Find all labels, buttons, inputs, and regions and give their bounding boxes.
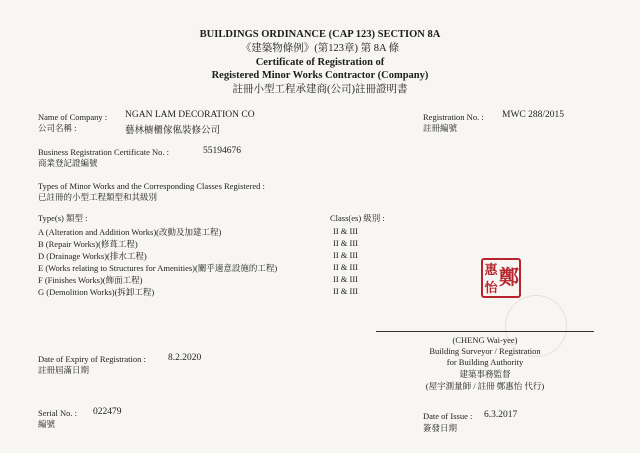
works-class-value: II & III (333, 238, 359, 248)
header-ordinance-zh: 《建築物條例》(第123章) 第 8A 條 (240, 43, 400, 54)
signatory-title-zh-2: (屋宇測量師 / 註冊 鄭惠怡 代行) (425, 381, 545, 391)
company-label-zh: 公司名稱 : (38, 123, 77, 133)
seal-char: 怡 (484, 279, 498, 295)
issue-date-label: Date of Issue : (423, 411, 473, 421)
signatory-name: (CHENG Wai-yee) (452, 335, 518, 345)
works-type-row: G (Demolition Works)(拆卸工程) (38, 287, 155, 297)
header-contractor-type: Registered Minor Works Contractor (Company) (211, 70, 429, 81)
company-name: NGAN LAM DECORATION CO (125, 110, 255, 120)
header-certificate-title: Certificate of Registration of (255, 57, 385, 68)
issue-date-label-zh: 簽發日期 (423, 423, 458, 433)
types-intro: Types of Minor Works and the Corresponding Classes Registered : (38, 181, 265, 191)
header-ordinance: BUILDINGS ORDINANCE (CAP 123) SECTION 8A (199, 29, 441, 40)
brc-label-zh: 商業登記證編號 (38, 158, 98, 168)
works-class-value: II & III (333, 262, 359, 272)
works-class-value: II & III (333, 226, 359, 236)
expiry-label-zh: 註冊屆滿日期 (38, 365, 90, 375)
works-class-value: II & III (333, 250, 359, 260)
signatory-title: Building Surveyor / Registration (429, 346, 541, 356)
types-intro-zh: 已註冊的小型工程類型和其級別 (38, 192, 158, 202)
signature-line (376, 331, 594, 332)
signatory-title-zh: 建築事務監督 (459, 369, 511, 379)
works-class-value: II & III (333, 274, 359, 284)
seal-char: 鄭 (499, 267, 519, 289)
issue-date-value: 6.3.2017 (484, 410, 518, 420)
type-column-header: Type(s) 類型 : (38, 213, 88, 223)
works-class-value: II & III (333, 286, 359, 296)
company-label: Name of Company : (38, 112, 108, 122)
header-certificate-title-zh: 註冊小型工程承建商(公司)註冊證明書 (232, 84, 408, 95)
works-type-row: E (Works relating to Structures for Amenities)(關乎適意設施的工程) (38, 263, 278, 273)
works-type-row: D (Drainage Works)(排水工程) (38, 251, 147, 261)
expiry-value: 8.2.2020 (168, 353, 202, 363)
registration-no-value: MWC 288/2015 (502, 110, 565, 120)
class-column-header: Class(es) 級別 : (330, 213, 385, 223)
serial-label-zh: 編號 (38, 419, 56, 429)
works-type-row: B (Repair Works)(修葺工程) (38, 239, 138, 249)
signatory-title-2: for Building Authority (446, 357, 524, 367)
registration-no-label: Registration No. : (423, 112, 484, 122)
works-type-row: F (Finishes Works)(飾面工程) (38, 275, 143, 285)
expiry-label: Date of Expiry of Registration : (38, 354, 146, 364)
company-name-zh: 藝林櫥櫃傢俬裝修公司 (125, 126, 221, 136)
works-type-row: A (Alteration and Addition Works)(改動及加建工程) (38, 227, 222, 237)
serial-value: 022479 (93, 407, 122, 417)
official-seal (481, 258, 521, 298)
brc-label: Business Registration Certificate No. : (38, 147, 170, 157)
brc-value: 55194676 (203, 146, 241, 156)
registration-no-label-zh: 註冊編號 (423, 123, 458, 133)
serial-label: Serial No. : (38, 408, 77, 418)
seal-char: 惠 (484, 261, 498, 277)
